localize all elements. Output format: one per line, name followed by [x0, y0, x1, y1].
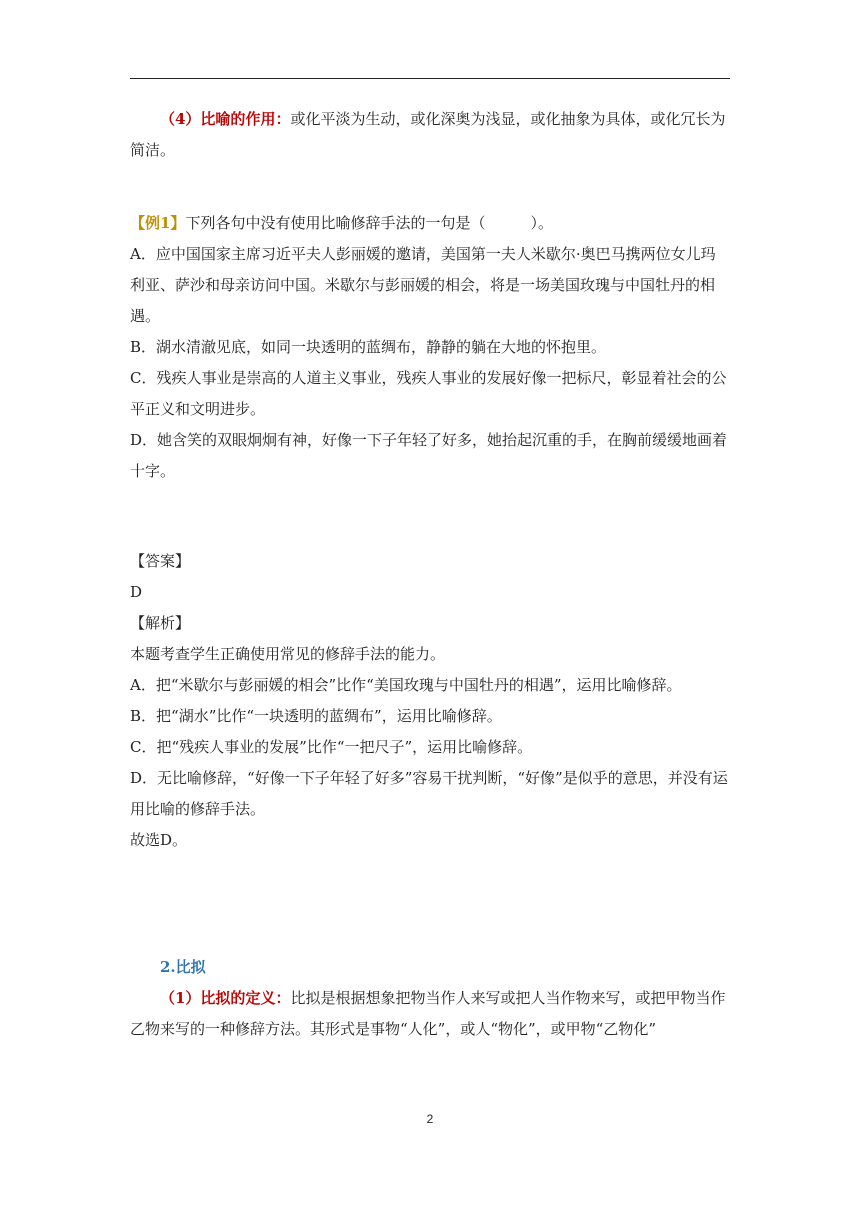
analysis-line: B．把“湖水”比作“一块透明的蓝绸布”，运用比喻修辞。 — [130, 707, 502, 725]
analysis-line: C．把“残疾人事业的发展”比作“一把尺子”，运用比喻修辞。 — [130, 738, 533, 756]
metaphor-effect-paragraph — [130, 104, 730, 166]
effect-text: 或化平淡为生动，或化深奥为浅显，或化抽象为具体，或化冗长为简洁。 — [130, 110, 726, 159]
header-rule — [130, 78, 730, 79]
analysis-line: 本题考查学生正确使用常见的修辞手法的能力。 — [130, 645, 446, 663]
example-block — [130, 208, 730, 487]
example-label: 【例1】 — [130, 214, 186, 232]
definition-text: 比拟是根据想象把物当作人来写或把人当作物来写，或把甲物当作乙物来写的一种修辞方法。其形式是事物“人化”，或人“物化”，或甲物“乙物化” — [130, 989, 726, 1038]
section-heading — [130, 952, 730, 983]
analysis-label: 【解析】 — [130, 614, 191, 632]
option-d: D．她含笑的双眼炯炯有神，好像一下子年轻了好多，她抬起沉重的手，在胸前缓缓地画着十字。 — [130, 431, 728, 480]
analysis-line: D．无比喻修辞，“好像一下子年轻了好多”容易干扰判断，“好像”是似乎的意思，并没有运用比喻的修辞手法。 — [130, 769, 728, 818]
example-question — [130, 208, 730, 239]
option-c: C．残疾人事业是崇高的人道主义事业，残疾人事业的发展好像一把标尺，彰显着社会的公平正义和文明进步。 — [130, 369, 727, 418]
page-number: 2 — [426, 1112, 434, 1126]
effect-label: （4）比喻的作用： — [160, 110, 291, 128]
answer-value: D — [130, 583, 143, 601]
definition-label: （1）比拟的定义： — [160, 989, 291, 1007]
analysis-line: A．把“米歇尔与彭丽媛的相会”比作“美国玫瑰与中国牡丹的相遇”，运用比喻修辞。 — [130, 676, 682, 694]
question-text: 下列各句中没有使用比喻修辞手法的一句是（ ）。 — [185, 214, 553, 232]
simulation-definition-paragraph — [130, 983, 730, 1045]
option-a: A．应中国国家主席习近平夫人彭丽媛的邀请，美国第一夫人米歇尔·奥巴马携两位女儿玛利亚、萨沙和母亲访问中国。米歇尔与彭丽媛的相会，将是一场美国玫瑰与中国牡丹的相遇。 — [130, 245, 716, 325]
option-b: B．湖水清澈见底，如同一块透明的蓝绸布，静静的躺在大地的怀抱里。 — [130, 338, 607, 356]
analysis-line: 故选D。 — [130, 831, 188, 849]
section-title: 2.比拟 — [160, 958, 206, 976]
answer-label: 【答案】 — [130, 552, 191, 570]
answer-block — [130, 546, 730, 856]
